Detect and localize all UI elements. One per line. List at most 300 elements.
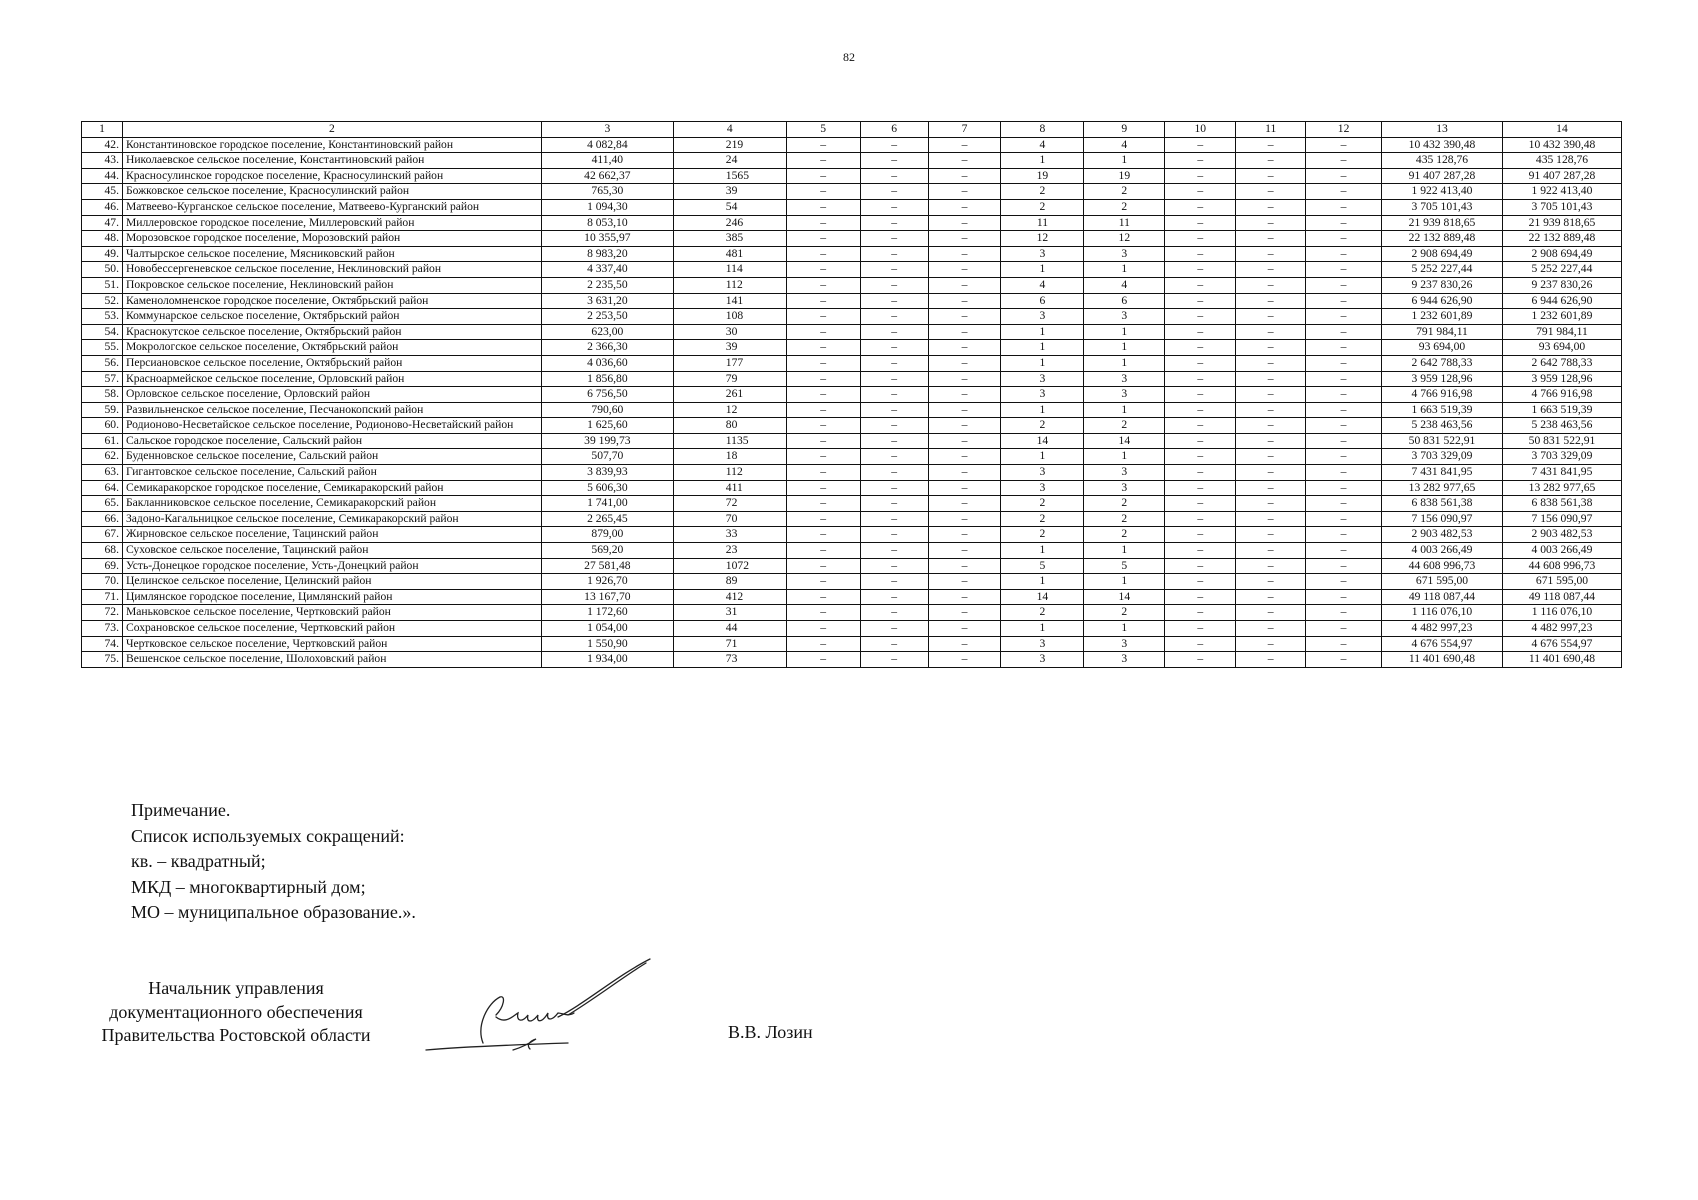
- amount-14-cell: 2 903 482,53: [1502, 527, 1621, 543]
- column-header: 3: [541, 122, 673, 138]
- col7-cell: –: [928, 168, 1001, 184]
- col7-cell: –: [928, 543, 1001, 559]
- residents-count-cell: 108: [673, 309, 786, 325]
- table-row: [82, 262, 1622, 278]
- col8-cell: 3: [1001, 387, 1084, 403]
- col6-cell: –: [860, 636, 928, 652]
- table-row: [82, 574, 1622, 590]
- residents-count-cell: 246: [673, 215, 786, 231]
- table-row: [82, 465, 1622, 481]
- settlement-name-cell: Развильненское сельское поселение, Песчанокопский район: [122, 402, 541, 418]
- col10-cell: –: [1165, 418, 1236, 434]
- col8-cell: 2: [1001, 496, 1084, 512]
- residents-count-cell: 411: [673, 480, 786, 496]
- residents-count-cell: 89: [673, 574, 786, 590]
- col8-cell: 2: [1001, 605, 1084, 621]
- settlement-name-cell: Морозовское городское поселение, Морозовский район: [122, 231, 541, 247]
- table-body: [82, 122, 1622, 668]
- col11-cell: –: [1236, 402, 1306, 418]
- col11-cell: –: [1236, 511, 1306, 527]
- col12-cell: –: [1306, 309, 1382, 325]
- amount-13-cell: 49 118 087,44: [1382, 589, 1503, 605]
- col7-cell: –: [928, 309, 1001, 325]
- amount-14-cell: 1 232 601,89: [1502, 309, 1621, 325]
- col6-cell: –: [860, 215, 928, 231]
- row-number-cell: 58.: [82, 387, 123, 403]
- residents-count-cell: 385: [673, 231, 786, 247]
- table-row: [82, 605, 1622, 621]
- amount-14-cell: 9 237 830,26: [1502, 277, 1621, 293]
- col8-cell: 4: [1001, 137, 1084, 153]
- area-value-cell: 39 199,73: [541, 433, 673, 449]
- col10-cell: –: [1165, 511, 1236, 527]
- col7-cell: –: [928, 371, 1001, 387]
- settlement-name-cell: Чалтырское сельское поселение, Мясниковский район: [122, 246, 541, 262]
- col6-cell: –: [860, 262, 928, 278]
- row-number-cell: 45.: [82, 184, 123, 200]
- col12-cell: –: [1306, 527, 1382, 543]
- row-number-cell: 57.: [82, 371, 123, 387]
- table-row: [82, 153, 1622, 169]
- amount-14-cell: 5 252 227,44: [1502, 262, 1621, 278]
- col6-cell: –: [860, 480, 928, 496]
- area-value-cell: 3 839,93: [541, 465, 673, 481]
- amount-14-cell: 3 705 101,43: [1502, 199, 1621, 215]
- col11-cell: –: [1236, 636, 1306, 652]
- col11-cell: –: [1236, 184, 1306, 200]
- col9-cell: 1: [1084, 402, 1165, 418]
- col7-cell: –: [928, 589, 1001, 605]
- amount-14-cell: 2 908 694,49: [1502, 246, 1621, 262]
- col9-cell: 1: [1084, 324, 1165, 340]
- table-row: [82, 402, 1622, 418]
- area-value-cell: 8 983,20: [541, 246, 673, 262]
- amount-13-cell: 50 831 522,91: [1382, 433, 1503, 449]
- residents-count-cell: 70: [673, 511, 786, 527]
- col6-cell: –: [860, 402, 928, 418]
- amount-14-cell: 91 407 287,28: [1502, 168, 1621, 184]
- amount-13-cell: 671 595,00: [1382, 574, 1503, 590]
- area-value-cell: 27 581,48: [541, 558, 673, 574]
- col6-cell: –: [860, 543, 928, 559]
- col11-cell: –: [1236, 621, 1306, 637]
- table-row: [82, 387, 1622, 403]
- settlement-name-cell: Божковское сельское поселение, Красносулинский район: [122, 184, 541, 200]
- col12-cell: –: [1306, 543, 1382, 559]
- col7-cell: –: [928, 652, 1001, 668]
- col6-cell: –: [860, 496, 928, 512]
- col9-cell: 6: [1084, 293, 1165, 309]
- table-header-row: [82, 122, 1622, 138]
- table-row: [82, 246, 1622, 262]
- col6-cell: –: [860, 574, 928, 590]
- area-value-cell: 411,40: [541, 153, 673, 169]
- col10-cell: –: [1165, 309, 1236, 325]
- residents-count-cell: 219: [673, 137, 786, 153]
- row-number-cell: 52.: [82, 293, 123, 309]
- col8-cell: 1: [1001, 340, 1084, 356]
- col6-cell: –: [860, 199, 928, 215]
- row-number-cell: 53.: [82, 309, 123, 325]
- col7-cell: –: [928, 184, 1001, 200]
- table-row: [82, 652, 1622, 668]
- col9-cell: 1: [1084, 449, 1165, 465]
- col10-cell: –: [1165, 293, 1236, 309]
- col5-cell: –: [786, 168, 860, 184]
- amount-14-cell: 791 984,11: [1502, 324, 1621, 340]
- col7-cell: –: [928, 605, 1001, 621]
- settlement-name-cell: Новобессергеневское сельское поселение, Неклиновский район: [122, 262, 541, 278]
- residents-count-cell: 39: [673, 184, 786, 200]
- area-value-cell: 507,70: [541, 449, 673, 465]
- col12-cell: –: [1306, 605, 1382, 621]
- col9-cell: 4: [1084, 277, 1165, 293]
- col6-cell: –: [860, 277, 928, 293]
- area-value-cell: 765,30: [541, 184, 673, 200]
- col12-cell: –: [1306, 511, 1382, 527]
- row-number-cell: 48.: [82, 231, 123, 247]
- row-number-cell: 62.: [82, 449, 123, 465]
- residents-count-cell: 71: [673, 636, 786, 652]
- row-number-cell: 42.: [82, 137, 123, 153]
- col9-cell: 1: [1084, 621, 1165, 637]
- row-number-cell: 74.: [82, 636, 123, 652]
- col5-cell: –: [786, 558, 860, 574]
- col8-cell: 1: [1001, 543, 1084, 559]
- col6-cell: –: [860, 168, 928, 184]
- residents-count-cell: 12: [673, 402, 786, 418]
- col5-cell: –: [786, 215, 860, 231]
- note-subtitle: Список используемых сокращений:: [131, 825, 405, 846]
- amount-13-cell: 93 694,00: [1382, 340, 1503, 356]
- residents-count-cell: 177: [673, 355, 786, 371]
- col11-cell: –: [1236, 465, 1306, 481]
- page-number: 82: [843, 50, 855, 64]
- settlement-name-cell: Константиновское городское поселение, Константиновский район: [122, 137, 541, 153]
- table-row: [82, 231, 1622, 247]
- amount-13-cell: 13 282 977,65: [1382, 480, 1503, 496]
- settlement-name-cell: Гигантовское сельское поселение, Сальский район: [122, 465, 541, 481]
- col8-cell: 6: [1001, 293, 1084, 309]
- col11-cell: –: [1236, 449, 1306, 465]
- col11-cell: –: [1236, 527, 1306, 543]
- settlement-name-cell: Жирновское сельское поселение, Тацинский район: [122, 527, 541, 543]
- col12-cell: –: [1306, 168, 1382, 184]
- col8-cell: 1: [1001, 262, 1084, 278]
- row-number-cell: 71.: [82, 589, 123, 605]
- amount-14-cell: 5 238 463,56: [1502, 418, 1621, 434]
- table-row: [82, 480, 1622, 496]
- amount-14-cell: 11 401 690,48: [1502, 652, 1621, 668]
- amount-13-cell: 1 922 413,40: [1382, 184, 1503, 200]
- amount-13-cell: 21 939 818,65: [1382, 215, 1503, 231]
- amount-13-cell: 5 238 463,56: [1382, 418, 1503, 434]
- col12-cell: –: [1306, 589, 1382, 605]
- col9-cell: 2: [1084, 496, 1165, 512]
- col6-cell: –: [860, 605, 928, 621]
- col12-cell: –: [1306, 215, 1382, 231]
- column-header: 1: [82, 122, 123, 138]
- col12-cell: –: [1306, 621, 1382, 637]
- amount-13-cell: 5 252 227,44: [1382, 262, 1503, 278]
- col12-cell: –: [1306, 465, 1382, 481]
- amount-13-cell: 4 482 997,23: [1382, 621, 1503, 637]
- area-value-cell: 1 550,90: [541, 636, 673, 652]
- col10-cell: –: [1165, 558, 1236, 574]
- area-value-cell: 569,20: [541, 543, 673, 559]
- amount-14-cell: 4 676 554,97: [1502, 636, 1621, 652]
- col7-cell: –: [928, 293, 1001, 309]
- col9-cell: 2: [1084, 418, 1165, 434]
- col12-cell: –: [1306, 262, 1382, 278]
- col10-cell: –: [1165, 137, 1236, 153]
- settlement-name-cell: Буденновское сельское поселение, Сальский район: [122, 449, 541, 465]
- residents-count-cell: 24: [673, 153, 786, 169]
- col9-cell: 2: [1084, 527, 1165, 543]
- position-line: Начальник управления: [148, 978, 324, 998]
- amount-13-cell: 4 766 916,98: [1382, 387, 1503, 403]
- row-number-cell: 68.: [82, 543, 123, 559]
- col10-cell: –: [1165, 246, 1236, 262]
- amount-14-cell: 7 156 090,97: [1502, 511, 1621, 527]
- area-value-cell: 1 934,00: [541, 652, 673, 668]
- amount-14-cell: 93 694,00: [1502, 340, 1621, 356]
- col5-cell: –: [786, 246, 860, 262]
- col5-cell: –: [786, 293, 860, 309]
- col8-cell: 1: [1001, 355, 1084, 371]
- col11-cell: –: [1236, 277, 1306, 293]
- settlement-name-cell: Краснокутское сельское поселение, Октябрьский район: [122, 324, 541, 340]
- col9-cell: 1: [1084, 355, 1165, 371]
- col8-cell: 3: [1001, 480, 1084, 496]
- col7-cell: –: [928, 636, 1001, 652]
- table-row: [82, 137, 1622, 153]
- col7-cell: –: [928, 277, 1001, 293]
- col9-cell: 12: [1084, 231, 1165, 247]
- col6-cell: –: [860, 309, 928, 325]
- table-row: [82, 168, 1622, 184]
- col8-cell: 2: [1001, 418, 1084, 434]
- col9-cell: 19: [1084, 168, 1165, 184]
- table-row: [82, 589, 1622, 605]
- col8-cell: 3: [1001, 465, 1084, 481]
- col10-cell: –: [1165, 480, 1236, 496]
- amount-13-cell: 3 959 128,96: [1382, 371, 1503, 387]
- col10-cell: –: [1165, 262, 1236, 278]
- col11-cell: –: [1236, 418, 1306, 434]
- area-value-cell: 13 167,70: [541, 589, 673, 605]
- signature-position: [81, 977, 391, 1048]
- column-header: 9: [1084, 122, 1165, 138]
- col7-cell: –: [928, 199, 1001, 215]
- col11-cell: –: [1236, 231, 1306, 247]
- row-number-cell: 56.: [82, 355, 123, 371]
- col6-cell: –: [860, 652, 928, 668]
- col9-cell: 2: [1084, 184, 1165, 200]
- col11-cell: –: [1236, 153, 1306, 169]
- row-number-cell: 69.: [82, 558, 123, 574]
- col10-cell: –: [1165, 199, 1236, 215]
- col9-cell: 1: [1084, 543, 1165, 559]
- settlement-name-cell: Вешенское сельское поселение, Шолоховский район: [122, 652, 541, 668]
- col11-cell: –: [1236, 558, 1306, 574]
- col9-cell: 14: [1084, 433, 1165, 449]
- col7-cell: –: [928, 574, 1001, 590]
- area-value-cell: 790,60: [541, 402, 673, 418]
- handwritten-signature: [418, 955, 658, 1065]
- col11-cell: –: [1236, 324, 1306, 340]
- amount-13-cell: 7 156 090,97: [1382, 511, 1503, 527]
- col8-cell: 3: [1001, 636, 1084, 652]
- col5-cell: –: [786, 387, 860, 403]
- col9-cell: 1: [1084, 340, 1165, 356]
- col8-cell: 3: [1001, 246, 1084, 262]
- col8-cell: 1: [1001, 621, 1084, 637]
- row-number-cell: 61.: [82, 433, 123, 449]
- col11-cell: –: [1236, 371, 1306, 387]
- column-header: 2: [122, 122, 541, 138]
- col6-cell: –: [860, 184, 928, 200]
- area-value-cell: 1 625,60: [541, 418, 673, 434]
- col8-cell: 19: [1001, 168, 1084, 184]
- col7-cell: –: [928, 418, 1001, 434]
- col8-cell: 2: [1001, 511, 1084, 527]
- col6-cell: –: [860, 465, 928, 481]
- col11-cell: –: [1236, 543, 1306, 559]
- col12-cell: –: [1306, 387, 1382, 403]
- area-value-cell: 4 082,84: [541, 137, 673, 153]
- col5-cell: –: [786, 402, 860, 418]
- amount-13-cell: 9 237 830,26: [1382, 277, 1503, 293]
- col10-cell: –: [1165, 387, 1236, 403]
- col11-cell: –: [1236, 293, 1306, 309]
- area-value-cell: 1 926,70: [541, 574, 673, 590]
- amount-14-cell: 44 608 996,73: [1502, 558, 1621, 574]
- col5-cell: –: [786, 340, 860, 356]
- col7-cell: –: [928, 387, 1001, 403]
- settlement-name-cell: Красносулинское городское поселение, Красносулинский район: [122, 168, 541, 184]
- col5-cell: –: [786, 480, 860, 496]
- row-number-cell: 66.: [82, 511, 123, 527]
- col9-cell: 2: [1084, 199, 1165, 215]
- col10-cell: –: [1165, 605, 1236, 621]
- amount-14-cell: 1 922 413,40: [1502, 184, 1621, 200]
- row-number-cell: 73.: [82, 621, 123, 637]
- col6-cell: –: [860, 558, 928, 574]
- col8-cell: 4: [1001, 277, 1084, 293]
- row-number-cell: 44.: [82, 168, 123, 184]
- col11-cell: –: [1236, 589, 1306, 605]
- col7-cell: –: [928, 340, 1001, 356]
- amount-13-cell: 91 407 287,28: [1382, 168, 1503, 184]
- residents-count-cell: 31: [673, 605, 786, 621]
- table-row: [82, 527, 1622, 543]
- area-value-cell: 1 856,80: [541, 371, 673, 387]
- col6-cell: –: [860, 293, 928, 309]
- col7-cell: –: [928, 527, 1001, 543]
- col8-cell: 2: [1001, 527, 1084, 543]
- row-number-cell: 60.: [82, 418, 123, 434]
- amount-13-cell: 2 903 482,53: [1382, 527, 1503, 543]
- area-value-cell: 879,00: [541, 527, 673, 543]
- col7-cell: –: [928, 496, 1001, 512]
- col11-cell: –: [1236, 652, 1306, 668]
- col7-cell: –: [928, 402, 1001, 418]
- amount-14-cell: 1 116 076,10: [1502, 605, 1621, 621]
- amount-14-cell: 3 959 128,96: [1502, 371, 1621, 387]
- table-row: [82, 511, 1622, 527]
- column-header: 10: [1165, 122, 1236, 138]
- amount-14-cell: 1 663 519,39: [1502, 402, 1621, 418]
- col5-cell: –: [786, 371, 860, 387]
- col6-cell: –: [860, 371, 928, 387]
- amount-13-cell: 3 705 101,43: [1382, 199, 1503, 215]
- col10-cell: –: [1165, 636, 1236, 652]
- table-row: [82, 355, 1622, 371]
- table-row: [82, 543, 1622, 559]
- col6-cell: –: [860, 231, 928, 247]
- col10-cell: –: [1165, 652, 1236, 668]
- col10-cell: –: [1165, 153, 1236, 169]
- col11-cell: –: [1236, 199, 1306, 215]
- signer-name: В.В. Лозин: [728, 1022, 813, 1042]
- col9-cell: 2: [1084, 605, 1165, 621]
- col9-cell: 1: [1084, 153, 1165, 169]
- residents-count-cell: 1135: [673, 433, 786, 449]
- col7-cell: –: [928, 355, 1001, 371]
- amount-13-cell: 3 703 329,09: [1382, 449, 1503, 465]
- area-value-cell: 4 337,40: [541, 262, 673, 278]
- amount-14-cell: 671 595,00: [1502, 574, 1621, 590]
- col7-cell: –: [928, 621, 1001, 637]
- row-number-cell: 50.: [82, 262, 123, 278]
- residents-count-cell: 1565: [673, 168, 786, 184]
- residents-count-cell: 112: [673, 277, 786, 293]
- col6-cell: –: [860, 355, 928, 371]
- row-number-cell: 72.: [82, 605, 123, 621]
- col6-cell: –: [860, 137, 928, 153]
- col8-cell: 14: [1001, 433, 1084, 449]
- amount-14-cell: 4 482 997,23: [1502, 621, 1621, 637]
- row-number-cell: 55.: [82, 340, 123, 356]
- col6-cell: –: [860, 340, 928, 356]
- col9-cell: 1: [1084, 262, 1165, 278]
- col10-cell: –: [1165, 402, 1236, 418]
- col12-cell: –: [1306, 246, 1382, 262]
- col7-cell: –: [928, 449, 1001, 465]
- settlement-name-cell: Семикаракорское городское поселение, Семикаракорский район: [122, 480, 541, 496]
- amount-14-cell: 6 944 626,90: [1502, 293, 1621, 309]
- residents-count-cell: 44: [673, 621, 786, 637]
- amount-14-cell: 435 128,76: [1502, 153, 1621, 169]
- col10-cell: –: [1165, 496, 1236, 512]
- col10-cell: –: [1165, 371, 1236, 387]
- col5-cell: –: [786, 511, 860, 527]
- amount-14-cell: 3 703 329,09: [1502, 449, 1621, 465]
- col12-cell: –: [1306, 418, 1382, 434]
- table-row: [82, 199, 1622, 215]
- col9-cell: 3: [1084, 465, 1165, 481]
- residents-count-cell: 261: [673, 387, 786, 403]
- table-row: [82, 309, 1622, 325]
- col11-cell: –: [1236, 480, 1306, 496]
- col11-cell: –: [1236, 340, 1306, 356]
- residents-count-cell: 30: [673, 324, 786, 340]
- settlement-name-cell: Суховское сельское поселение, Тацинский район: [122, 543, 541, 559]
- settlement-name-cell: Чертковское сельское поселение, Чертковский район: [122, 636, 541, 652]
- row-number-cell: 70.: [82, 574, 123, 590]
- col5-cell: –: [786, 574, 860, 590]
